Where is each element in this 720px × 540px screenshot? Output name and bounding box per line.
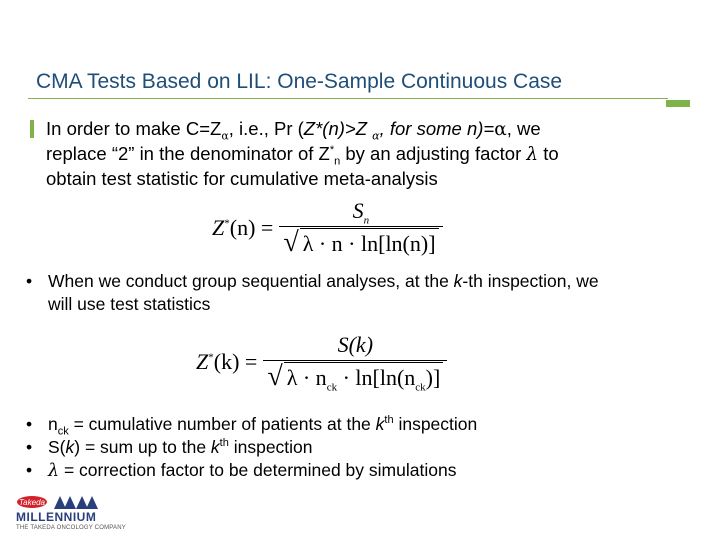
- text: S(: [48, 437, 66, 457]
- list-item: [26, 413, 477, 436]
- text: · ln[ln(n: [337, 364, 416, 390]
- text: inspection: [393, 414, 478, 434]
- text: k: [65, 437, 75, 457]
- th-superscript: th: [384, 414, 394, 427]
- equation-lhs: [196, 349, 257, 375]
- text: Z: [196, 348, 209, 374]
- text: to: [538, 143, 559, 164]
- square-root-icon: √: [283, 227, 299, 258]
- ck-subscript: ck: [415, 380, 426, 393]
- intro-paragraph: [46, 117, 686, 191]
- bullet-text: [48, 413, 477, 436]
- bullet-text: [48, 459, 456, 483]
- logo-tagline: THE TAKEDA ONCOLOGY COMPANY: [16, 525, 126, 531]
- text: )]: [425, 364, 441, 390]
- alpha-symbol: α: [494, 119, 507, 140]
- fraction-numerator: S(k): [337, 332, 374, 357]
- bullet-dot: •: [26, 460, 33, 480]
- text: , i.e., Pr (: [228, 118, 304, 139]
- star-superscript: *: [208, 351, 214, 364]
- text: ) = sum up to the: [74, 437, 211, 457]
- green-bullet-marker: [30, 120, 34, 138]
- text: (k) =: [213, 348, 258, 374]
- fraction-denominator: [263, 360, 447, 391]
- bullet-definitions: [26, 413, 477, 483]
- bullet-dot: •: [26, 271, 33, 291]
- takeda-millennium-logo: [14, 494, 126, 536]
- logo-mark-icon: [14, 494, 122, 510]
- text: replace “2” in the denominator of Z: [46, 143, 330, 164]
- logo-brand: Takeda: [19, 498, 45, 507]
- ck-subscript: ck: [57, 425, 69, 438]
- text: k: [375, 414, 385, 434]
- text: Z: [212, 214, 225, 240]
- radicand: [284, 362, 444, 391]
- th-superscript: th: [219, 437, 229, 450]
- list-item: [26, 436, 477, 459]
- text: Z*(n)>Z: [303, 118, 373, 139]
- square-root-icon: √: [267, 361, 283, 392]
- n-subscript: n: [334, 155, 341, 168]
- text: -th inspection, we: [462, 271, 599, 291]
- text: When we conduct group sequential analyses, at the: [48, 271, 454, 291]
- lambda-symbol: λ: [48, 461, 60, 481]
- text: (n) =: [229, 214, 274, 240]
- text: S: [352, 198, 364, 223]
- logo-wordmark: MILLENNIUM: [16, 510, 97, 524]
- text: In order to make C=Z: [46, 118, 222, 139]
- text: , we: [506, 118, 541, 139]
- text: = cumulative number of patients at the: [68, 414, 376, 434]
- bullet-text: [48, 436, 313, 459]
- text: k: [210, 437, 220, 457]
- list-item: [26, 270, 599, 316]
- bullet-dot: •: [26, 414, 33, 434]
- bullet-text: [48, 270, 599, 316]
- radicand: λ · n · ln[ln(n)]: [300, 228, 439, 257]
- text: λ · n: [286, 364, 327, 390]
- intro-line-1: [46, 117, 686, 142]
- intro-line-2: [46, 142, 686, 167]
- title-accent-bar: [666, 100, 690, 107]
- text: will use test statistics: [48, 294, 211, 314]
- bullet-dot: •: [26, 437, 33, 457]
- list-item: [26, 459, 477, 483]
- n-subscript: n: [363, 214, 370, 227]
- fraction-numerator: [343, 198, 380, 226]
- equation-z-star-k: [196, 332, 447, 391]
- alpha-subscript: α: [221, 129, 229, 143]
- alpha-subscript: α: [372, 129, 380, 143]
- title-underline: [28, 98, 668, 99]
- text: = correction factor to be determined by simulations: [59, 460, 457, 480]
- slide-title: CMA Tests Based on LIL: One-Sample Continuous Case: [36, 70, 563, 93]
- text: inspection: [228, 437, 313, 457]
- text: k: [453, 271, 463, 291]
- text: by an adjusting factor: [340, 143, 527, 164]
- star-superscript: *: [329, 143, 335, 156]
- intro-line-3: obtain test statistic for cumulative meta-analysis: [46, 168, 438, 189]
- text: , for some n)=: [379, 118, 495, 139]
- equation-lhs: [212, 215, 273, 241]
- equation-fraction: [279, 198, 442, 257]
- bullet-sequential: [26, 270, 599, 316]
- star-superscript: *: [224, 217, 230, 230]
- ck-subscript: ck: [326, 380, 338, 393]
- lambda-symbol: λ: [526, 144, 539, 165]
- text: n: [48, 414, 58, 434]
- equation-fraction: [263, 332, 447, 391]
- fraction-denominator: [279, 226, 442, 257]
- equation-z-star-n: [212, 198, 443, 257]
